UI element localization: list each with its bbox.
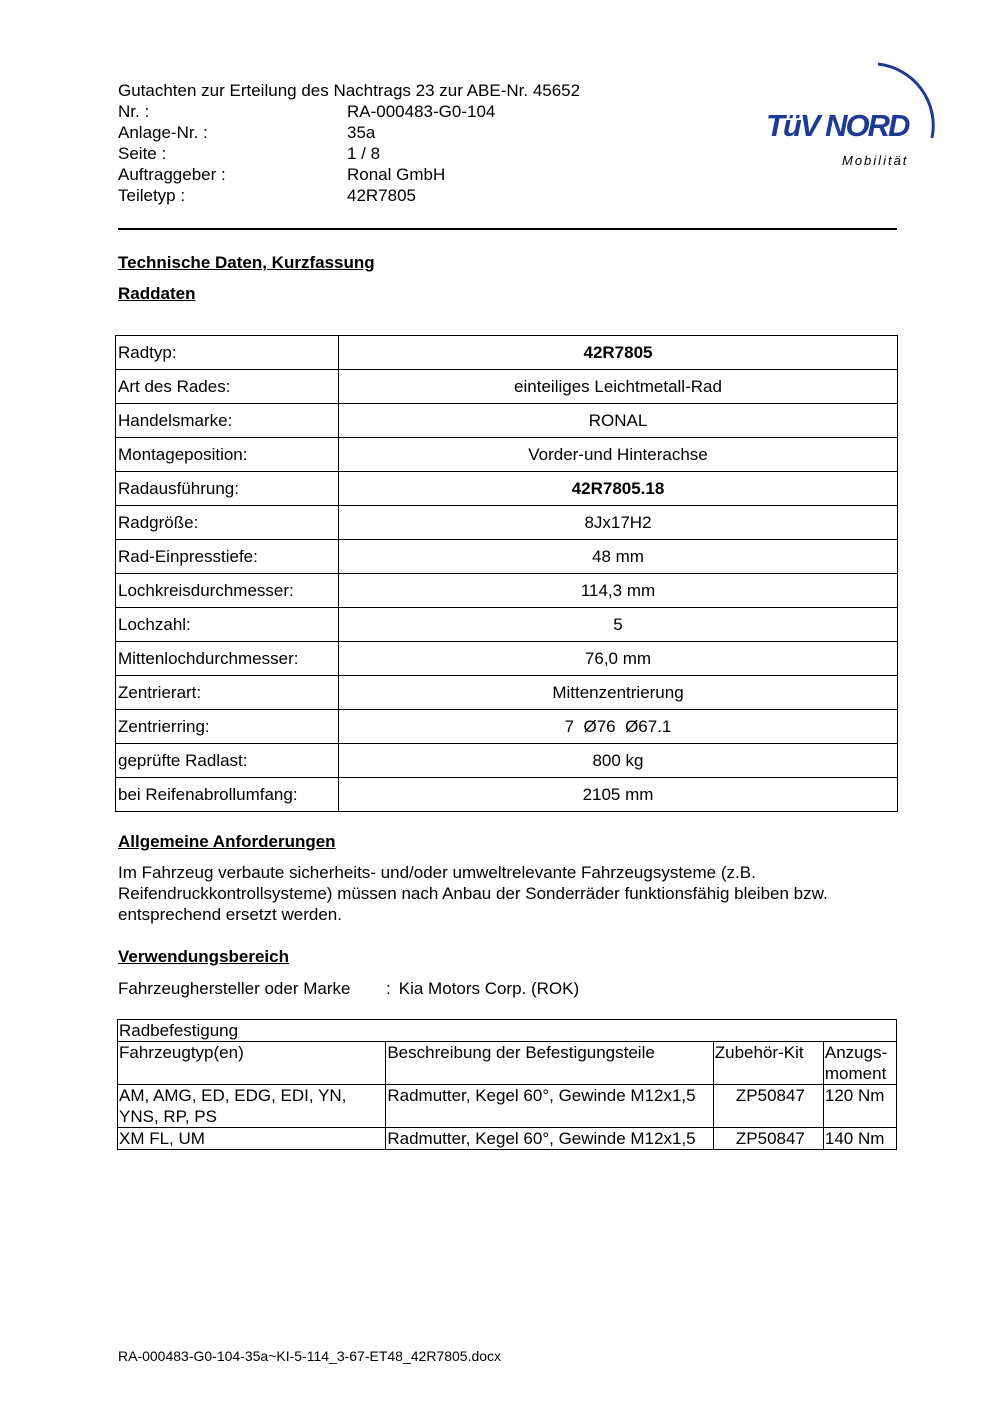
- section-heading-verwendung: Verwendungsbereich: [118, 947, 289, 966]
- header-label: Seite :: [118, 144, 167, 163]
- row-value: 5: [339, 608, 898, 642]
- row-label: Montageposition:: [116, 438, 339, 472]
- header-row-seite: [118, 143, 638, 164]
- row-value: 42R7805: [339, 336, 898, 370]
- logo-brand-text: TüV NORD: [766, 108, 909, 143]
- column-header: Anzugs-moment: [823, 1042, 896, 1085]
- column-header: Beschreibung der Befestigungsteile: [386, 1042, 713, 1085]
- row-label: Handelsmarke:: [116, 404, 339, 438]
- row-value: 76,0 mm: [339, 642, 898, 676]
- table-header-row: [118, 1042, 897, 1085]
- wheel-data-table: [115, 335, 898, 812]
- table-title: Radbefestigung: [118, 1020, 897, 1042]
- table-cell: AM, AMG, ED, EDG, EDI, YN, YNS, RP, PS: [118, 1085, 386, 1128]
- row-label: Radgröße:: [116, 506, 339, 540]
- table-row: [116, 540, 898, 574]
- table-row: [116, 778, 898, 812]
- header-label: Anlage-Nr. :: [118, 123, 208, 142]
- row-value: 114,3 mm: [339, 574, 898, 608]
- row-label: Lochzahl:: [116, 608, 339, 642]
- table-cell: 120 Nm: [823, 1085, 896, 1128]
- row-value: 2105 mm: [339, 778, 898, 812]
- section-heading-raddaten: Raddaten: [118, 284, 196, 303]
- table-row: [118, 1128, 897, 1150]
- table-row: [116, 404, 898, 438]
- table-title-row: [118, 1020, 897, 1042]
- table-row: [116, 710, 898, 744]
- row-label: Art des Rades:: [116, 370, 339, 404]
- table-cell: Radmutter, Kegel 60°, Gewinde M12x1,5: [386, 1128, 713, 1150]
- table-cell: Radmutter, Kegel 60°, Gewinde M12x1,5: [386, 1085, 713, 1128]
- column-header: Zubehör-Kit: [713, 1042, 823, 1085]
- row-value: Mittenzentrierung: [339, 676, 898, 710]
- table-row: [118, 1085, 897, 1128]
- header-value: 1 / 8: [347, 144, 381, 163]
- header-label: Teiletyp :: [118, 186, 186, 205]
- row-label: Radtyp:: [116, 336, 339, 370]
- table-cell: ZP50847: [713, 1128, 823, 1150]
- table-row: [116, 472, 898, 506]
- row-label: Mittenlochdurchmesser:: [116, 642, 339, 676]
- section-heading-allgemein: Allgemeine Anforderungen: [118, 832, 336, 851]
- row-label: bei Reifenabrollumfang:: [116, 778, 339, 812]
- column-header: Fahrzeugtyp(en): [118, 1042, 386, 1085]
- header-row-nr: [118, 101, 638, 122]
- header-row-anlage: [118, 122, 638, 143]
- row-value: 48 mm: [339, 540, 898, 574]
- logo-sub-text: Mobilität: [842, 153, 909, 168]
- row-label: Zentrierring:: [116, 710, 339, 744]
- row-label: Rad-Einpresstiefe:: [116, 540, 339, 574]
- section-heading-tech: Technische Daten, Kurzfassung: [118, 253, 375, 272]
- table-row: [116, 608, 898, 642]
- header-value: 42R7805: [347, 186, 417, 205]
- header-value: RA-000483-G0-104: [347, 102, 496, 121]
- table-row: [116, 336, 898, 370]
- table-cell: ZP50847: [713, 1085, 823, 1128]
- table-row: [116, 676, 898, 710]
- header-value: 35a: [347, 123, 376, 142]
- allgemein-paragraph: Im Fahrzeug verbaute sicherheits- und/oder umweltrelevante Fahrzeugsysteme (z.B. Reifendruckkontrollsysteme) müssen nach Anbau der Sonderräder funktionsfähig bleiben bzw. entsprechend ersetzt werden.: [118, 863, 828, 924]
- tuv-nord-logo: [760, 56, 945, 176]
- manufacturer-label: Fahrzeughersteller oder Marke: [118, 979, 351, 998]
- row-value: 8Jx17H2: [339, 506, 898, 540]
- table-row: [116, 642, 898, 676]
- table-cell: 140 Nm: [823, 1128, 896, 1150]
- header-label: Nr. :: [118, 102, 150, 121]
- header-divider: [118, 228, 897, 230]
- footer-filename: RA-000483-G0-104-35a~KI-5-114_3-67-ET48_42R7805.docx: [118, 1348, 502, 1364]
- header-label: Auftraggeber :: [118, 165, 226, 184]
- row-value: RONAL: [339, 404, 898, 438]
- table-row: [116, 370, 898, 404]
- document-header: [118, 80, 638, 206]
- manufacturer-separator: :: [386, 979, 391, 998]
- row-value: 800 kg: [339, 744, 898, 778]
- row-value: Vorder-und Hinterachse: [339, 438, 898, 472]
- row-value: einteiliges Leichtmetall-Rad: [339, 370, 898, 404]
- header-row-teiletyp: [118, 185, 638, 206]
- table-cell: XM FL, UM: [118, 1128, 386, 1150]
- table-row: [116, 506, 898, 540]
- table-row: [116, 574, 898, 608]
- header-value: Ronal GmbH: [347, 165, 446, 184]
- manufacturer-row: [118, 978, 579, 999]
- table-row: [116, 438, 898, 472]
- row-label: geprüfte Radlast:: [116, 744, 339, 778]
- table-row: [116, 744, 898, 778]
- manufacturer-value: Kia Motors Corp. (ROK): [398, 979, 580, 998]
- row-label: Lochkreisdurchmesser:: [116, 574, 339, 608]
- row-value: 7 Ø76 Ø67.1: [339, 710, 898, 744]
- document-title: Gutachten zur Erteilung des Nachtrags 23 zur ABE-Nr. 45652: [118, 81, 581, 100]
- row-value: 42R7805.18: [339, 472, 898, 506]
- header-row-auftraggeber: [118, 164, 638, 185]
- row-label: Radausführung:: [116, 472, 339, 506]
- row-label: Zentrierart:: [116, 676, 339, 710]
- wheel-mounting-table: [117, 1019, 897, 1150]
